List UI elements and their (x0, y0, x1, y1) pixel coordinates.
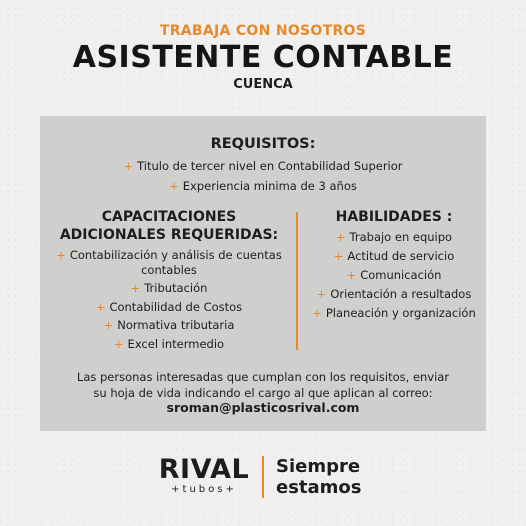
job-city: CUENCA (233, 77, 293, 92)
plus-icon: + (103, 318, 114, 332)
brand-name: RIVAL (158, 454, 250, 485)
habilidades-column (300, 208, 488, 325)
application-note: Las personas interesadas que cumplan con los requisitos, enviar su hoja de vida indicando el cargo al que aplican al correo: (76, 370, 450, 400)
plus-icon: + (56, 248, 66, 262)
job-title: ASISTENTE CONTABLE (72, 40, 454, 75)
capacitaciones-column (44, 208, 294, 355)
plus-icon: + (316, 287, 327, 301)
list-item: + Trabajo en equipo (335, 230, 453, 244)
requisitos-list (0, 156, 526, 196)
list-item: + Titulo de tercer nivel en Contabilidad Superior (123, 159, 403, 173)
kicker-text: TRABAJA CON NOSOTROS (159, 23, 367, 39)
rival-logo (157, 456, 251, 496)
list-item: + Excel intermedio (113, 336, 225, 351)
capacitaciones-heading: CAPACITACIONES ADICIONALES REQUERIDAS: (59, 209, 279, 243)
contact-email: sroman@plasticosrival.com (166, 400, 360, 415)
plus-icon: + (123, 159, 134, 173)
habilidades-heading: HABILIDADES : (335, 209, 453, 225)
requisitos-heading: REQUISITOS: (210, 136, 316, 152)
column-divider (296, 212, 298, 350)
list-item: + Comunicación (346, 268, 442, 282)
plus-icon: + (113, 336, 124, 351)
list-item: + Planeación y organización (312, 306, 476, 320)
brand-subtitle: +tubos+ (171, 484, 237, 495)
plus-icon: + (130, 281, 141, 295)
slogan: Siempre estamos (276, 456, 362, 498)
list-item: + Contabilización y análisis de cuentas contables (56, 248, 282, 277)
plus-icon: + (346, 268, 357, 282)
list-item: + Experiencia minima de 3 años (169, 179, 357, 193)
list-item: + Normativa tributaria (103, 318, 235, 332)
list-item: + Contabilidad de Costos (95, 299, 243, 314)
plus-icon: + (312, 306, 322, 320)
plus-icon: + (335, 230, 346, 244)
list-item: + Orientación a resultados (316, 287, 472, 301)
habilidades-list (300, 230, 488, 321)
plus-icon: + (169, 179, 179, 193)
logo-divider (262, 456, 264, 498)
plus-icon: + (333, 249, 344, 263)
list-item: + Actitud de servicio (333, 249, 455, 263)
list-item: + Tributación (130, 281, 208, 295)
plus-icon: + (95, 299, 106, 314)
capacitaciones-list (44, 248, 294, 351)
